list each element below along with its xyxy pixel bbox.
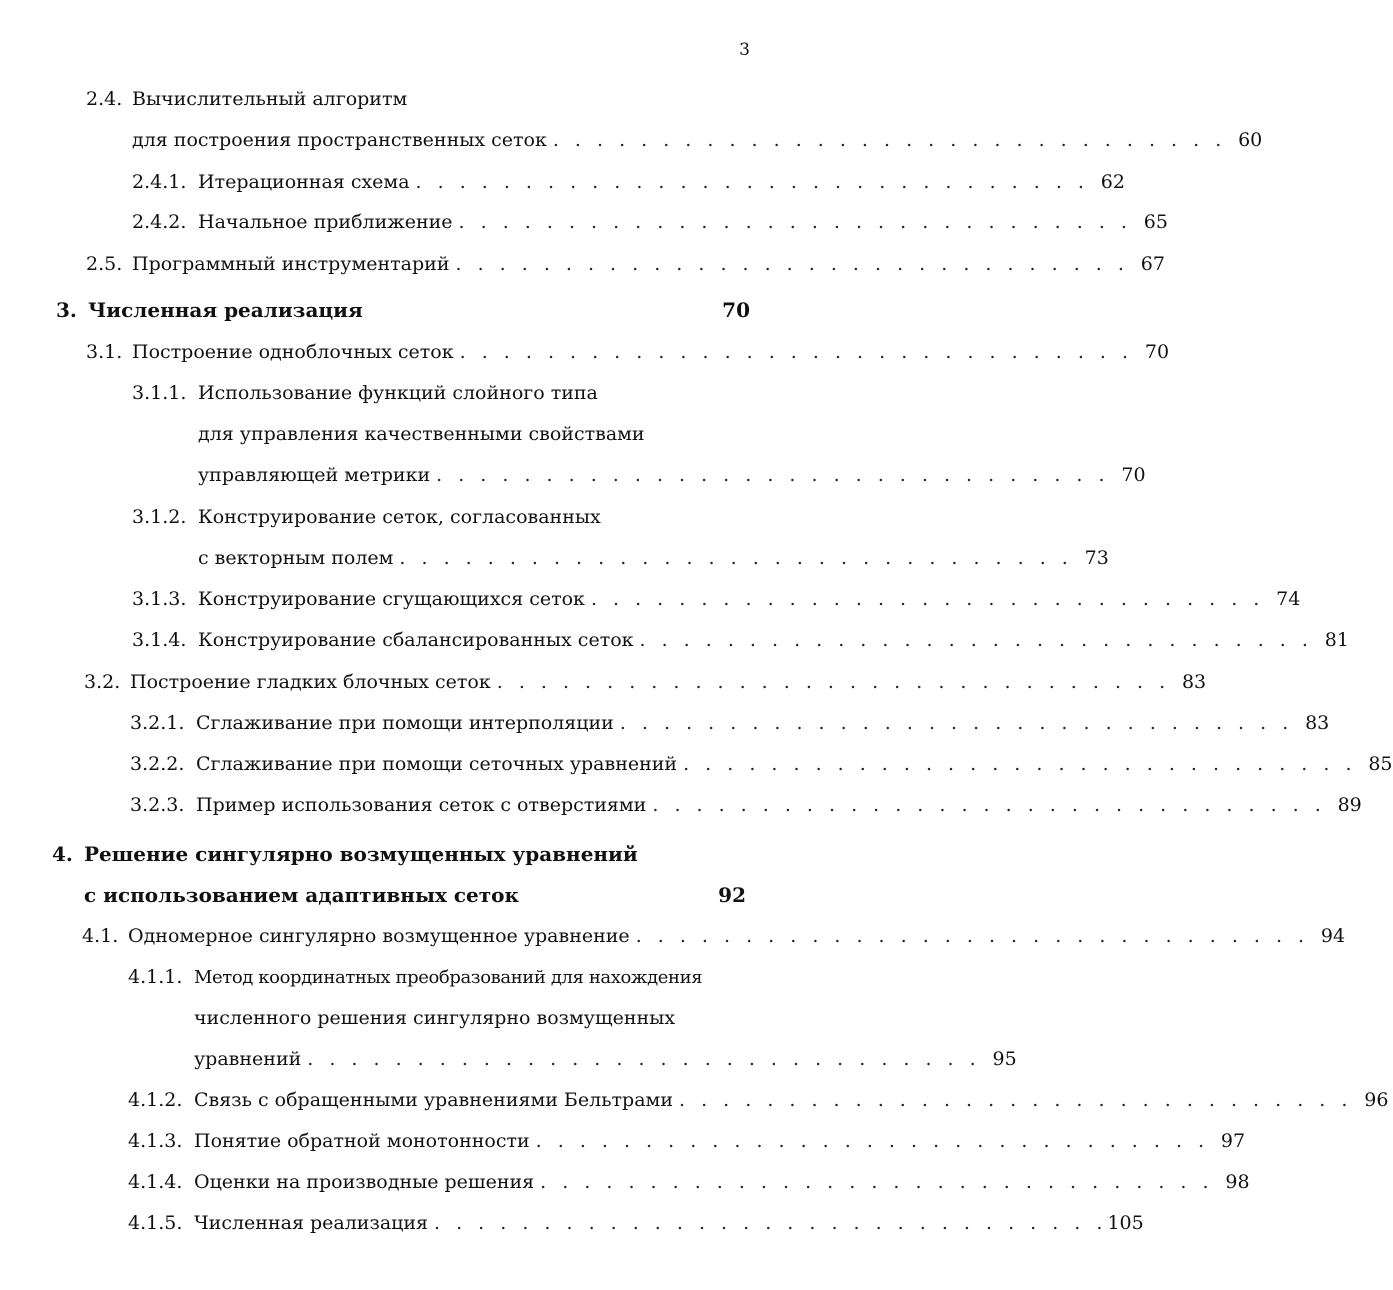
entry-page: 74 <box>1276 588 1301 610</box>
dot-leader: . . . . . . . . . . . . . . . . . . . . . . . . . . . . . . . <box>307 1048 981 1070</box>
entry-page: 83 <box>1305 712 1330 734</box>
entry-title: Сглаживание при помощи интерполяции <box>196 712 614 734</box>
entry-page: 95 <box>992 1048 1017 1070</box>
entry-title: Метод координатных преобразований для нахождения <box>194 967 703 988</box>
toc-entry-3-1-2 <box>132 505 750 529</box>
chapter-number: 4. <box>52 842 73 866</box>
entry-number: 4.1.1. <box>128 966 183 988</box>
entry-number: 4.1.3. <box>128 1130 183 1152</box>
toc-entry-2-4-cont <box>132 128 1263 152</box>
entry-number: 2.4. <box>86 88 123 110</box>
dot-leader: . . . . . . . . . . . . . . . . . . . . . . . . . . . . . . . <box>683 753 1357 775</box>
entry-number: 3.2.1. <box>130 712 185 734</box>
dot-leader: . . . . . . . . . . . . . . . . . . . . . . . . . . . . . . . <box>552 129 1227 151</box>
entry-title: Одномерное сингулярно возмущенное уравнение <box>128 925 630 947</box>
toc-entry-3-1-3 <box>132 587 1301 611</box>
entry-page: 89 <box>1337 794 1362 816</box>
chapter-title: Численная реализация <box>88 298 363 322</box>
entry-title-continuation: для построения пространственных сеток <box>132 129 547 151</box>
entry-page: 62 <box>1100 171 1125 193</box>
entry-title: Вычислительный алгоритм <box>132 88 408 110</box>
entry-title: Итерационная схема <box>198 171 410 193</box>
entry-title-continuation: уравнений <box>194 1048 302 1070</box>
entry-title-continuation: для управления качественными свойствами <box>198 423 645 445</box>
entry-title: Построение одноблочных сеток <box>132 341 454 363</box>
chapter-page: 92 <box>718 883 746 907</box>
entry-number: 3.2.2. <box>130 753 185 775</box>
entry-number: 3.2. <box>84 671 121 693</box>
dot-leader: . . . . . . . . . . . . . . . . . . . . . . . . . . . . . . . <box>434 1212 1108 1234</box>
dot-leader: . . . . . . . . . . . . . . . . . . . . . . . . . . . . . . . <box>455 253 1129 275</box>
dot-leader: . . . . . . . . . . . . . . . . . . . . . . . . . . . . . . . <box>535 1130 1210 1152</box>
entry-title: Связь с обращенными уравнениями Бельтрами <box>194 1089 673 1111</box>
entry-title: Построение гладких блочных сеток <box>130 671 491 693</box>
entry-page: 67 <box>1140 253 1165 275</box>
entry-title: Конструирование сгущающихся сеток <box>198 588 585 610</box>
dot-leader: . . . . . . . . . . . . . . . . . . . . . . . . . . . . . . . <box>458 211 1132 233</box>
toc-entry-3-1 <box>86 340 1170 364</box>
page-number: 3 <box>739 40 750 60</box>
toc-entry-3-1-4 <box>132 628 1349 652</box>
entry-number: 3.1. <box>86 341 123 363</box>
dot-leader: . . . . . . . . . . . . . . . . . . . . . . . . . . . . . . . <box>459 341 1134 363</box>
entry-number: 3.1.1. <box>132 382 187 404</box>
toc-entry-3-2-1 <box>130 711 1330 735</box>
entry-number: 2.5. <box>86 253 123 275</box>
dot-leader: . . . . . . . . . . . . . . . . . . . . . . . . . . . . . . . <box>679 1089 1353 1111</box>
toc-entry-2-4 <box>86 87 746 111</box>
entry-page: 83 <box>1181 671 1207 693</box>
dot-leader: . . . . . . . . . . . . . . . . . . . . . . . . . . . . . . . <box>415 171 1089 193</box>
entry-title: Конструирование сеток, согласованных <box>198 506 601 528</box>
toc-chapter-3 <box>56 298 750 322</box>
chapter-title: Решение сингулярно возмущенных уравнений <box>84 842 638 866</box>
toc-entry-4-1-5 <box>128 1211 1144 1235</box>
entry-page: 97 <box>1220 1130 1246 1152</box>
entry-title: Понятие обратной монотонности <box>194 1130 530 1152</box>
entry-page: 81 <box>1324 629 1349 651</box>
entry-page: 60 <box>1238 129 1263 151</box>
toc-entry-3-2-3 <box>130 793 1362 817</box>
toc-entry-4-1-2 <box>128 1088 1389 1112</box>
entry-page: 70 <box>1144 341 1170 363</box>
entry-page: 70 <box>1121 464 1146 486</box>
toc-entry-3-2 <box>84 670 1207 694</box>
dot-leader: . . . . . . . . . . . . . . . . . . . . . . . . . . . . . . . <box>652 794 1326 816</box>
entry-number: 4.1.4. <box>128 1171 183 1193</box>
dot-leader: . . . . . . . . . . . . . . . . . . . . . . . . . . . . . . . <box>540 1171 1214 1193</box>
dot-leader: . . . . . . . . . . . . . . . . . . . . . . . . . . . . . . . <box>635 925 1310 947</box>
toc-entry-2-5 <box>86 252 1165 276</box>
entry-page: 96 <box>1364 1089 1389 1111</box>
chapter-number: 3. <box>56 298 77 322</box>
chapter-title-continuation: с использованием адаптивных сеток <box>84 883 519 907</box>
toc-entry-2-4-2 <box>132 210 1168 234</box>
entry-page: 73 <box>1084 547 1109 569</box>
toc-entry-3-1-1-cont2 <box>198 463 1146 487</box>
toc-chapter-4-cont <box>84 883 746 907</box>
entry-title-continuation: с векторным полем <box>198 547 394 569</box>
entry-number: 4.1.2. <box>128 1089 183 1111</box>
entry-page: 85 <box>1368 753 1393 775</box>
toc-entry-3-2-2 <box>130 752 1393 776</box>
toc-entry-3-1-2-cont <box>198 546 1109 570</box>
entry-title: Начальное приближение <box>198 211 453 233</box>
entry-number: 4.1.5. <box>128 1212 183 1234</box>
toc-entry-4-1-1 <box>128 965 746 990</box>
toc-entry-3-1-1 <box>132 381 750 405</box>
entry-number: 3.1.4. <box>132 629 187 651</box>
dot-leader: . . . . . . . . . . . . . . . . . . . . . . . . . . . . . . . <box>619 712 1294 734</box>
entry-title: Конструирование сбалансированных сеток <box>198 629 634 651</box>
dot-leader: . . . . . . . . . . . . . . . . . . . . . . . . . . . . . . . <box>639 629 1313 651</box>
toc-entry-4-1-3 <box>128 1129 1246 1153</box>
entry-number: 2.4.1. <box>132 171 187 193</box>
entry-number: 3.1.2. <box>132 506 187 528</box>
entry-page: 98 <box>1225 1171 1250 1193</box>
entry-title-continuation: численного решения сингулярно возмущенных <box>194 1007 676 1029</box>
entry-page: 105 <box>1107 1212 1144 1234</box>
entry-number: 3.1.3. <box>132 588 187 610</box>
entry-page: 94 <box>1320 925 1346 947</box>
toc-entry-4-1-4 <box>128 1170 1250 1194</box>
toc-entry-4-1-1-cont2 <box>194 1047 1017 1071</box>
entry-number: 2.4.2. <box>132 211 187 233</box>
chapter-page: 70 <box>722 298 750 322</box>
toc-entry-4-1-1-cont1 <box>194 1006 746 1030</box>
entry-title: Оценки на производные решения <box>194 1171 535 1193</box>
entry-page: 65 <box>1143 211 1168 233</box>
dot-leader: . . . . . . . . . . . . . . . . . . . . . . . . . . . . . . . <box>436 464 1110 486</box>
entry-number: 3.2.3. <box>130 794 185 816</box>
entry-title: Сглаживание при помощи сеточных уравнений <box>196 753 678 775</box>
toc-chapter-4 <box>52 842 750 866</box>
entry-title: Использование функций слойного типа <box>198 382 598 404</box>
entry-number: 4.1. <box>82 925 119 947</box>
toc-entry-2-4-1 <box>132 170 1125 194</box>
dot-leader: . . . . . . . . . . . . . . . . . . . . . . . . . . . . . . . <box>590 588 1265 610</box>
dot-leader: . . . . . . . . . . . . . . . . . . . . . . . . . . . . . . . <box>399 547 1073 569</box>
entry-title-continuation: управляющей метрики <box>198 464 431 486</box>
toc-entry-4-1 <box>82 924 1346 948</box>
entry-title: Пример использования сеток с отверстиями <box>196 794 647 816</box>
toc-entry-3-1-1-cont1 <box>198 422 750 446</box>
entry-title: Программный инструментарий <box>132 253 450 275</box>
dot-leader: . . . . . . . . . . . . . . . . . . . . . . . . . . . . . . . <box>496 671 1171 693</box>
entry-title: Численная реализация <box>194 1212 429 1234</box>
